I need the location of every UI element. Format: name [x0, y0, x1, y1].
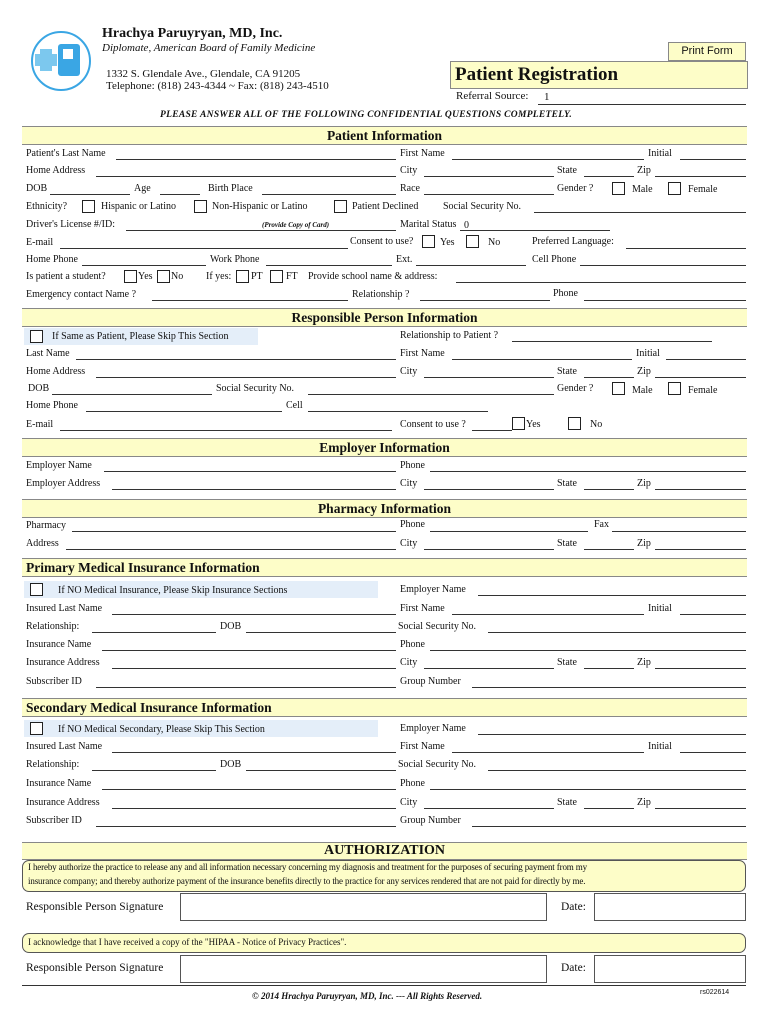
primary-relationship-field[interactable] [92, 632, 216, 633]
form-title: Patient Registration [455, 64, 619, 85]
employer-address-field[interactable] [112, 489, 396, 490]
primary-insured-last-label: Insured Last Name [26, 603, 103, 614]
primary-skip-checkbox[interactable] [30, 583, 43, 596]
signature-field[interactable] [180, 893, 547, 921]
responsible-home-phone-field[interactable] [86, 411, 282, 412]
ext-field[interactable] [416, 265, 526, 266]
responsible-first-name-label: First Name [400, 348, 445, 359]
responsible-ssn-label: Social Security No. [216, 383, 295, 394]
student-label: Is patient a student? [26, 271, 106, 282]
secondary-insured-last-label: Insured Last Name [26, 741, 103, 752]
pharmacy-zip-field[interactable] [655, 549, 746, 550]
pharmacy-fax-field[interactable] [612, 531, 746, 532]
provide-copy-note: (Provide Copy of Card) [262, 221, 330, 229]
responsible-consent-yes-checkbox[interactable] [512, 417, 525, 430]
student-no-checkbox[interactable] [157, 270, 170, 283]
secondary-employer-name-label: Employer Name [400, 723, 466, 734]
secondary-dob-label: DOB [220, 759, 242, 770]
patient-last-name-label: Patient's Last Name [26, 148, 106, 159]
primary-heading: Primary Medical Insurance Information [26, 560, 260, 575]
employer-heading: Employer Information [319, 440, 450, 455]
pharmacy-state-label: State [557, 538, 577, 549]
marital-status-value[interactable]: 0 [464, 220, 469, 231]
patient-city-label: City [400, 165, 418, 176]
primary-insurance-name-label: Insurance Name [26, 639, 92, 650]
copyright: © 2014 Hrachya Paruyryan, MD, Inc. --- All Rights Reserved. [252, 991, 483, 1001]
ethnicity-label: Ethnicity? [26, 201, 68, 212]
employer-zip-label: Zip [637, 478, 651, 489]
signature2-label: Responsible Person Signature [26, 962, 164, 974]
pharmacy-name-label: Pharmacy [26, 520, 66, 531]
responsible-skip-label: If Same as Patient, Please Skip This Section [52, 331, 229, 342]
cell-phone-field[interactable] [580, 265, 746, 266]
employer-section-header [22, 438, 747, 457]
responsible-initial-field[interactable] [666, 359, 746, 360]
secondary-zip-label: Zip [637, 797, 651, 808]
responsible-home-address-field[interactable] [96, 377, 396, 378]
date-label: Date: [561, 901, 586, 913]
ft-checkbox[interactable] [270, 270, 283, 283]
secondary-relationship-label: Relationship: [26, 759, 80, 770]
pharmacy-address-label: Address [26, 538, 59, 549]
responsible-email-field[interactable] [60, 430, 392, 431]
date-field[interactable] [594, 893, 746, 921]
pharmacy-city-label: City [400, 538, 418, 549]
patient-heading: Patient Information [326, 128, 443, 143]
patient-last-name-field[interactable] [116, 159, 396, 160]
ext-label: Ext. [396, 254, 413, 265]
employer-state-label: State [557, 478, 577, 489]
patient-email-label: E-mail [26, 237, 54, 248]
responsible-male-label: Male [632, 385, 653, 396]
responsible-relationship-label: Relationship to Patient ? [400, 330, 499, 341]
employer-name-label: Employer Name [26, 460, 92, 471]
responsible-consent-no-checkbox[interactable] [568, 417, 581, 430]
license-field[interactable] [126, 230, 396, 231]
pharmacy-fax-label: Fax [594, 519, 609, 530]
primary-city-label: City [400, 657, 418, 668]
student-yes-checkbox[interactable] [124, 270, 137, 283]
primary-ssn-field[interactable] [488, 632, 746, 633]
responsible-dob-label: DOB [28, 383, 50, 394]
practice-address: 1332 S. Glendale Ave., Glendale, CA 91205 [106, 68, 301, 80]
pharmacy-state-field[interactable] [584, 549, 634, 550]
secondary-phone-field[interactable] [430, 789, 746, 790]
primary-phone-label: Phone [400, 639, 425, 650]
cell-phone-label: Cell Phone [532, 254, 577, 265]
pharmacy-address-field[interactable] [66, 549, 396, 550]
referral-field[interactable] [538, 104, 746, 105]
responsible-consent-label: Consent to use ? [400, 419, 466, 430]
patient-city-field[interactable] [424, 176, 554, 177]
responsible-initial-label: Initial [636, 348, 660, 359]
patient-zip-field[interactable] [655, 176, 746, 177]
responsible-city-label: City [400, 366, 418, 377]
primary-first-name-field[interactable] [452, 614, 644, 615]
responsible-heading: Responsible Person Information [291, 310, 478, 325]
referral-label: Referral Source: [456, 90, 529, 102]
responsible-zip-label: Zip [637, 366, 651, 377]
responsible-home-address-label: Home Address [26, 366, 86, 377]
practice-name: Hrachya Paruyryan, MD, Inc. [102, 26, 283, 41]
responsible-male-checkbox[interactable] [612, 382, 625, 395]
work-phone-label: Work Phone [210, 254, 260, 265]
primary-phone-field[interactable] [430, 650, 746, 651]
patient-birth-place-field[interactable] [262, 194, 396, 195]
employer-name-field[interactable] [104, 471, 396, 472]
patient-state-label: State [557, 165, 577, 176]
secondary-insurance-name-field[interactable] [102, 789, 396, 790]
secondary-insured-last-field[interactable] [112, 752, 396, 753]
authorization-text-line1: I hereby authorize the practice to release any and all information necessary concerning my diagnosis and treatment for the purposes of securing payment from my [28, 862, 587, 872]
patient-race-label: Race [400, 183, 420, 194]
emergency-relationship-label: Relationship ? [352, 289, 410, 300]
patient-email-field[interactable] [60, 248, 348, 249]
student-yes-label: Yes [138, 271, 153, 282]
patient-section-header [22, 126, 747, 145]
primary-group-field[interactable] [472, 687, 746, 688]
responsible-cell-field[interactable] [308, 411, 488, 412]
footer-divider [22, 985, 746, 986]
primary-insurance-name-field[interactable] [102, 650, 396, 651]
emergency-phone-field[interactable] [584, 300, 746, 301]
primary-insured-last-field[interactable] [112, 614, 396, 615]
primary-zip-label: Zip [637, 657, 651, 668]
secondary-employer-name-field[interactable] [478, 734, 746, 735]
secondary-ssn-label: Social Security No. [398, 759, 477, 770]
signature2-field[interactable] [180, 955, 547, 983]
emergency-phone-label: Phone [553, 288, 578, 299]
primary-subscriber-field[interactable] [96, 687, 396, 688]
secondary-subscriber-field[interactable] [96, 826, 396, 827]
responsible-home-phone-label: Home Phone [26, 400, 78, 411]
patient-consent-label: Consent to use? [350, 236, 414, 247]
hispanic-label: Hispanic or Latino [101, 201, 176, 212]
preferred-language-label: Preferred Language: [532, 236, 614, 247]
employer-phone-label: Phone [400, 460, 425, 471]
pharmacy-phone-label: Phone [400, 519, 425, 530]
emergency-contact-field[interactable] [152, 300, 348, 301]
authorization-heading: AUTHORIZATION [323, 843, 446, 858]
primary-skip-label: If NO Medical Insurance, Please Skip Insurance Sections [58, 585, 288, 596]
secondary-group-label: Group Number [400, 815, 461, 826]
primary-state-field[interactable] [584, 668, 634, 669]
authorization-section-header [22, 842, 747, 860]
primary-zip-field[interactable] [655, 668, 746, 669]
patient-consent-no-label: No [488, 237, 501, 248]
responsible-city-field[interactable] [424, 377, 554, 378]
secondary-state-label: State [557, 797, 577, 808]
date2-label: Date: [561, 962, 586, 974]
secondary-heading: Secondary Medical Insurance Information [26, 700, 272, 715]
primary-subscriber-label: Subscriber ID [26, 676, 82, 687]
secondary-city-label: City [400, 797, 418, 808]
patient-home-phone-field[interactable] [82, 265, 206, 266]
practice-phone: Telephone: (818) 243-4344 ~ Fax: (818) 243-4510 [106, 80, 329, 92]
responsible-last-name-label: Last Name [26, 348, 70, 359]
secondary-phone-label: Phone [400, 778, 425, 789]
secondary-subscriber-label: Subscriber ID [26, 815, 82, 826]
patient-first-name-field[interactable] [452, 159, 644, 160]
primary-state-label: State [557, 657, 577, 668]
hipaa-text: I acknowledge that I have received a copy of the "HIPAA - Notice of Privacy Practices". [28, 937, 347, 947]
secondary-initial-label: Initial [648, 741, 672, 752]
patient-home-phone-label: Home Phone [26, 254, 78, 265]
primary-initial-field[interactable] [680, 614, 746, 615]
patient-declined-label: Patient Declined [352, 201, 419, 212]
responsible-state-field[interactable] [584, 377, 634, 378]
responsible-section-header [22, 308, 747, 327]
primary-employer-name-field[interactable] [478, 595, 746, 596]
date2-field[interactable] [594, 955, 746, 983]
patient-consent-yes-label: Yes [440, 237, 455, 248]
patient-consent-no-checkbox[interactable] [466, 235, 479, 248]
patient-female-label: Female [688, 184, 718, 195]
secondary-initial-field[interactable] [680, 752, 746, 753]
responsible-consent-yes-label: Yes [526, 419, 541, 430]
patient-initial-label: Initial [648, 148, 672, 159]
patient-gender-label: Gender ? [557, 183, 594, 194]
patient-initial-field[interactable] [680, 159, 746, 160]
responsible-gender-label: Gender ? [557, 383, 594, 394]
primary-dob-field[interactable] [246, 632, 396, 633]
patient-age-label: Age [134, 183, 151, 194]
employer-phone-field[interactable] [430, 471, 746, 472]
emergency-relationship-field[interactable] [420, 300, 550, 301]
primary-insurance-address-label: Insurance Address [26, 657, 100, 668]
student-no-label: No [171, 271, 184, 282]
secondary-insurance-address-label: Insurance Address [26, 797, 100, 808]
primary-city-field[interactable] [424, 668, 554, 669]
secondary-dob-field[interactable] [246, 770, 396, 771]
primary-insurance-address-field[interactable] [112, 668, 396, 669]
patient-birth-place-label: Birth Place [208, 183, 253, 194]
emergency-contact-label: Emergency contact Name ? [26, 289, 137, 300]
patient-ssn-label: Social Security No. [443, 201, 522, 212]
secondary-insurance-name-label: Insurance Name [26, 778, 92, 789]
responsible-skip-checkbox[interactable] [30, 330, 43, 343]
primary-insurance-section-header [22, 558, 747, 577]
responsible-first-name-field[interactable] [452, 359, 632, 360]
responsible-zip-field[interactable] [655, 377, 746, 378]
primary-relationship-label: Relationship: [26, 621, 80, 632]
authorization-text-line2: insurance company; and thereby authorize payment of the insurance benefits directly to the practice for any services rendered that are not paid for directly by me. [28, 876, 586, 886]
secondary-insurance-section-header [22, 698, 747, 717]
employer-zip-field[interactable] [655, 489, 746, 490]
patient-dob-field[interactable] [50, 194, 130, 195]
non-hispanic-checkbox[interactable] [194, 200, 207, 213]
marital-status-field[interactable] [460, 230, 610, 231]
responsible-female-checkbox[interactable] [668, 382, 681, 395]
instructions: PLEASE ANSWER ALL OF THE FOLLOWING CONFIDENTIAL QUESTIONS COMPLETELY. [160, 110, 573, 120]
school-label: Provide school name & address: [308, 271, 438, 282]
secondary-first-name-label: First Name [400, 741, 445, 752]
work-phone-field[interactable] [266, 265, 392, 266]
secondary-group-field[interactable] [472, 826, 746, 827]
patient-zip-label: Zip [637, 165, 651, 176]
secondary-insurance-address-field[interactable] [112, 808, 396, 809]
pt-checkbox[interactable] [236, 270, 249, 283]
responsible-last-name-field[interactable] [76, 359, 396, 360]
employer-address-label: Employer Address [26, 478, 101, 489]
patient-declined-checkbox[interactable] [334, 200, 347, 213]
pharmacy-city-field[interactable] [424, 549, 554, 550]
pharmacy-phone-field[interactable] [430, 531, 588, 532]
responsible-state-label: State [557, 366, 577, 377]
secondary-first-name-field[interactable] [452, 752, 644, 753]
non-hispanic-label: Non-Hispanic or Latino [212, 201, 308, 212]
patient-female-checkbox[interactable] [668, 182, 681, 195]
secondary-state-field[interactable] [584, 808, 634, 809]
patient-home-address-label: Home Address [26, 165, 86, 176]
employer-city-label: City [400, 478, 418, 489]
pharmacy-section-header [22, 499, 747, 518]
employer-city-field[interactable] [424, 489, 554, 490]
pharmacy-heading: Pharmacy Information [317, 501, 452, 516]
responsible-consent-field[interactable] [472, 430, 512, 431]
pharmacy-name-field[interactable] [72, 531, 396, 532]
practice-subtitle: Diplomate, American Board of Family Medicine [102, 42, 316, 54]
patient-male-label: Male [632, 184, 653, 195]
responsible-relationship-field[interactable] [512, 341, 712, 342]
secondary-ssn-field[interactable] [488, 770, 746, 771]
license-label: Driver's License #/ID: [26, 219, 115, 230]
secondary-zip-field[interactable] [655, 808, 746, 809]
patient-age-field[interactable] [160, 194, 200, 195]
primary-employer-name-label: Employer Name [400, 584, 466, 595]
ft-label: FT [286, 271, 298, 282]
patient-first-name-label: First Name [400, 148, 445, 159]
responsible-ssn-field[interactable] [308, 394, 554, 395]
pharmacy-zip-label: Zip [637, 538, 651, 549]
primary-dob-label: DOB [220, 621, 242, 632]
primary-initial-label: Initial [648, 603, 672, 614]
responsible-email-label: E-mail [26, 419, 54, 430]
responsible-female-label: Female [688, 385, 718, 396]
preferred-language-field[interactable] [626, 248, 746, 249]
school-field[interactable] [456, 282, 746, 283]
if-yes-label: If yes: [206, 271, 232, 282]
referral-value[interactable]: 1 [544, 91, 550, 103]
responsible-cell-label: Cell [286, 400, 303, 411]
form-title-box [450, 61, 748, 89]
marital-status-label: Marital Status [400, 219, 457, 230]
primary-ssn-label: Social Security No. [398, 621, 477, 632]
practice-logo [30, 30, 92, 92]
patient-race-field[interactable] [424, 194, 554, 195]
pt-label: PT [251, 271, 263, 282]
patient-state-field[interactable] [584, 176, 634, 177]
patient-male-checkbox[interactable] [612, 182, 625, 195]
patient-ssn-field[interactable] [534, 212, 746, 213]
patient-home-address-field[interactable] [96, 176, 396, 177]
employer-state-field[interactable] [584, 489, 634, 490]
signature-label: Responsible Person Signature [26, 901, 164, 913]
patient-consent-yes-checkbox[interactable] [422, 235, 435, 248]
secondary-city-field[interactable] [424, 808, 554, 809]
hispanic-checkbox[interactable] [82, 200, 95, 213]
secondary-relationship-field[interactable] [92, 770, 216, 771]
form-id: rs022614 [700, 989, 730, 996]
responsible-dob-field[interactable] [52, 394, 212, 395]
secondary-skip-checkbox[interactable] [30, 722, 43, 735]
secondary-skip-label: If NO Medical Secondary, Please Skip This Section [58, 724, 265, 735]
primary-group-label: Group Number [400, 676, 461, 687]
print-form-button[interactable]: Print Form [668, 42, 746, 61]
patient-dob-label: DOB [26, 183, 48, 194]
primary-first-name-label: First Name [400, 603, 445, 614]
responsible-consent-no-label: No [590, 419, 603, 430]
